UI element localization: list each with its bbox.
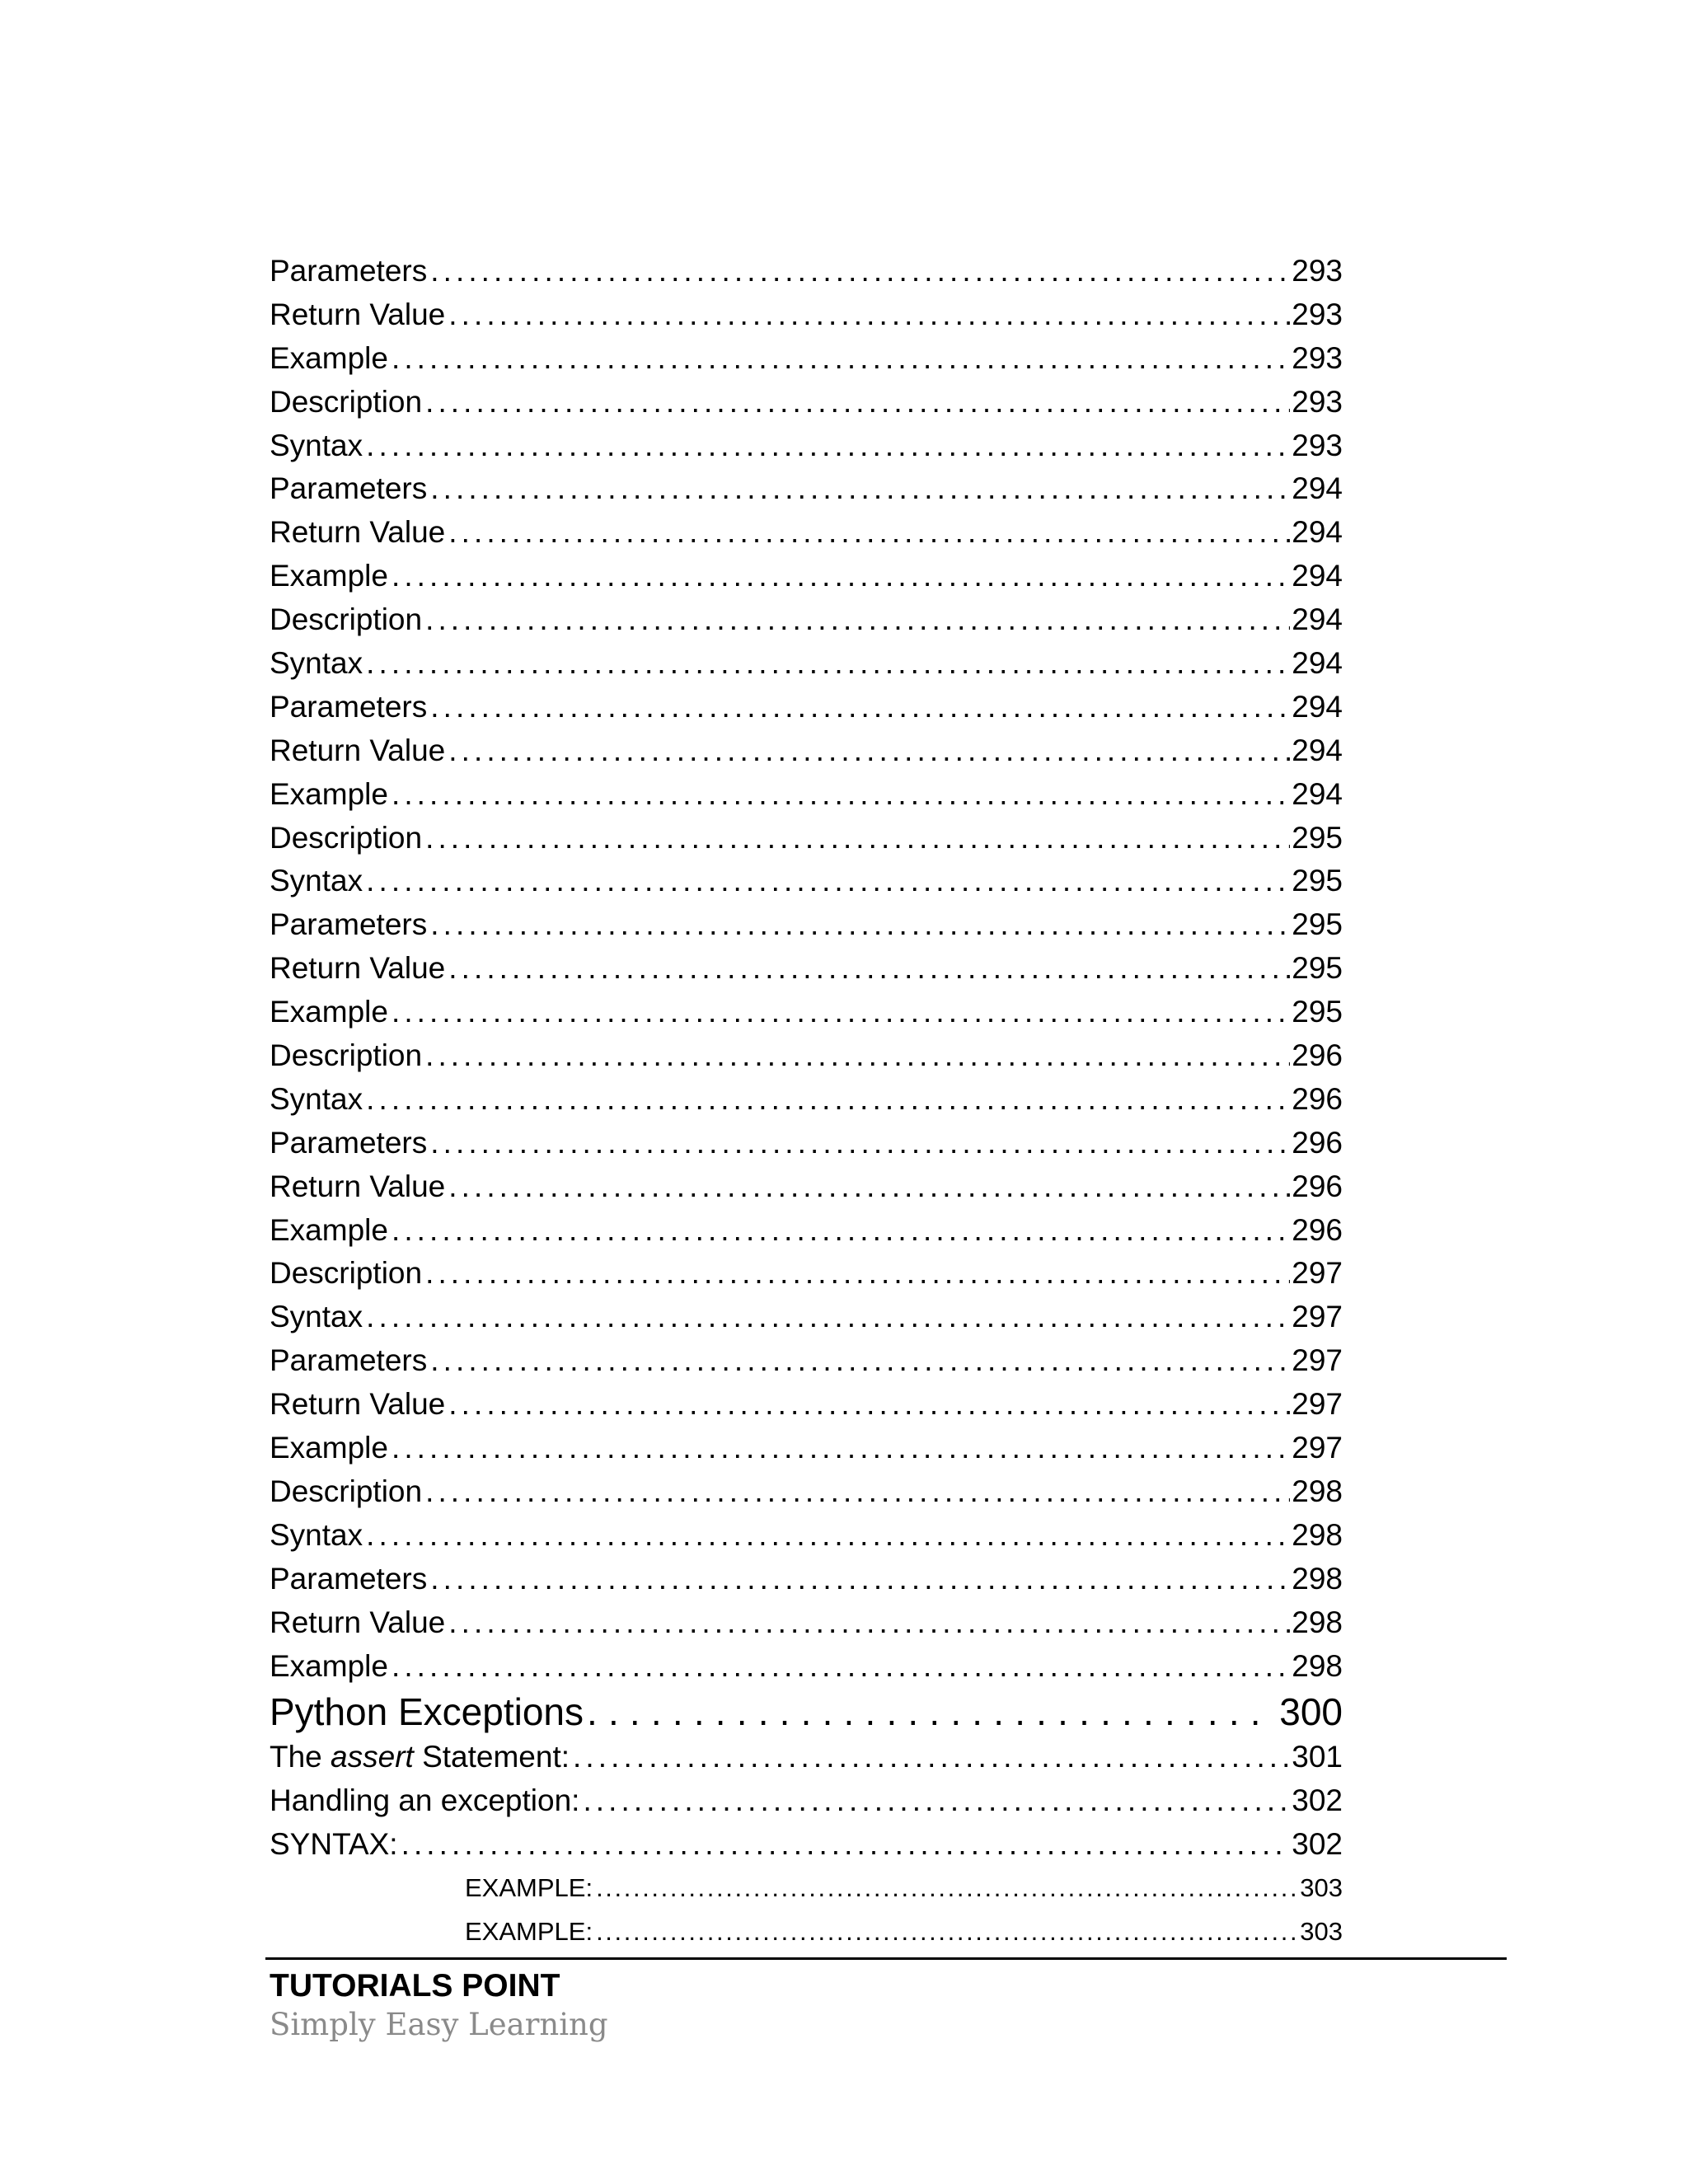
toc-entry-label: Description <box>270 1256 423 1291</box>
toc-entry[interactable] <box>270 1601 1343 1645</box>
toc-entry-label <box>270 1736 573 1779</box>
toc-entry-label: Parameters <box>270 1343 428 1378</box>
toc-dot-leader <box>430 250 1290 293</box>
toc-dot-leader <box>425 1470 1290 1514</box>
toc-page-number: 296 <box>1292 1212 1343 1247</box>
toc-dot-leader <box>425 1034 1290 1078</box>
toc-page-number: 293 <box>1292 340 1343 375</box>
toc-page-number: 295 <box>1292 951 1343 986</box>
toc-entry[interactable] <box>270 467 1343 511</box>
toc-entry[interactable] <box>270 1252 1343 1296</box>
toc-dot-leader <box>392 1427 1290 1470</box>
toc-entry-label: Return Value <box>270 1169 446 1203</box>
toc-entry-label: Return Value <box>270 1387 446 1422</box>
toc-entry[interactable] <box>270 598 1343 642</box>
toc-entry[interactable] <box>270 1688 1343 1736</box>
toc-entry[interactable] <box>270 424 1343 468</box>
toc-dot-leader <box>392 991 1290 1034</box>
toc-page-number: 294 <box>1292 602 1343 637</box>
toc-page-number: 295 <box>1292 995 1343 1029</box>
toc-entry[interactable] <box>270 1514 1343 1558</box>
toc-entry-label: Syntax <box>270 1300 363 1334</box>
toc-entry[interactable] <box>270 1122 1343 1165</box>
toc-page-number: 296 <box>1292 1081 1343 1116</box>
toc-entry-label: Example <box>270 340 388 375</box>
toc-entry-label-part: The <box>270 1740 331 1774</box>
toc-entry-label-part: Statement: <box>413 1740 570 1774</box>
toc-entry[interactable] <box>270 1296 1343 1339</box>
toc-entry-label: Example <box>270 995 388 1029</box>
toc-entry-label: Syntax <box>270 1517 363 1552</box>
toc-page-number: 303 <box>1300 1873 1343 1903</box>
toc-entry-label: EXAMPLE: <box>465 1873 593 1903</box>
toc-entry[interactable] <box>270 293 1343 337</box>
toc-entry[interactable] <box>270 1910 1343 1954</box>
toc-dot-leader <box>430 467 1290 511</box>
toc-page-number: 296 <box>1292 1169 1343 1203</box>
toc-page-number: 293 <box>1292 384 1343 419</box>
toc-dot-leader <box>430 1558 1290 1601</box>
toc-entry[interactable] <box>270 773 1343 817</box>
toc-entry-label: SYNTAX: <box>270 1827 398 1862</box>
toc-dot-leader <box>573 1736 1290 1779</box>
toc-entry[interactable] <box>270 860 1343 903</box>
toc-entry[interactable] <box>270 1034 1343 1078</box>
toc-page-number: 298 <box>1292 1517 1343 1552</box>
toc-page-number: 300 <box>1279 1690 1343 1734</box>
toc-dot-leader <box>366 1078 1290 1122</box>
toc-dot-leader <box>425 1252 1290 1296</box>
toc-page-number: 297 <box>1292 1343 1343 1378</box>
toc-page-number: 302 <box>1292 1827 1343 1862</box>
toc-dot-leader <box>448 1601 1290 1645</box>
toc-dot-leader <box>583 1779 1290 1823</box>
toc-entry[interactable] <box>270 1165 1343 1209</box>
toc-page-number: 295 <box>1292 864 1343 898</box>
toc-entry-label: Description <box>270 1038 423 1073</box>
toc-entry[interactable] <box>270 1339 1343 1383</box>
toc-dot-leader <box>430 1122 1290 1165</box>
toc-page-number: 294 <box>1292 689 1343 724</box>
toc-entry-label: Example <box>270 1431 388 1465</box>
toc-entry-label: Description <box>270 602 423 637</box>
toc-page-number: 298 <box>1292 1474 1343 1508</box>
toc-page-number: 294 <box>1292 646 1343 681</box>
toc-page-number: 297 <box>1292 1431 1343 1465</box>
toc-entry-label: Example <box>270 1648 388 1683</box>
toc-entry-label: Syntax <box>270 1081 363 1116</box>
toc-dot-leader <box>392 1209 1290 1253</box>
toc-page-number: 294 <box>1292 776 1343 811</box>
toc-entry-label: Parameters <box>270 471 428 506</box>
toc-dot-leader <box>425 381 1290 424</box>
toc-entry[interactable] <box>270 337 1343 381</box>
toc-dot-leader <box>430 1339 1290 1383</box>
toc-entry[interactable] <box>270 817 1343 860</box>
toc-dot-leader <box>448 293 1290 337</box>
toc-dot-leader <box>366 424 1290 468</box>
toc-entry-label: Syntax <box>270 864 363 898</box>
toc-dot-leader <box>366 1514 1290 1558</box>
toc-entry[interactable] <box>270 903 1343 947</box>
toc-page-number: 294 <box>1292 515 1343 550</box>
toc-entry[interactable] <box>270 250 1343 293</box>
toc-dot-leader <box>392 1645 1290 1689</box>
toc-entry[interactable] <box>270 555 1343 598</box>
toc-dot-leader <box>448 729 1290 773</box>
toc-entry[interactable] <box>270 642 1343 686</box>
toc-page-number: 296 <box>1292 1038 1343 1073</box>
toc-entry[interactable] <box>270 511 1343 555</box>
toc-page-number: 293 <box>1292 428 1343 462</box>
toc-dot-leader <box>392 773 1290 817</box>
toc-entry-label: Return Value <box>270 733 446 767</box>
toc-page-number: 294 <box>1292 471 1343 506</box>
toc-page-number: 298 <box>1292 1648 1343 1683</box>
toc-page-number: 298 <box>1292 1561 1343 1596</box>
toc-dot-leader <box>401 1823 1291 1867</box>
toc-page-number: 293 <box>1292 297 1343 331</box>
toc-entry[interactable] <box>270 686 1343 729</box>
toc-dot-leader <box>425 817 1290 860</box>
toc-entry-label: EXAMPLE: <box>465 1916 593 1946</box>
toc-entry-label: Example <box>270 1212 388 1247</box>
toc-page-number: 296 <box>1292 1125 1343 1160</box>
toc-entry-label: Return Value <box>270 297 446 331</box>
toc-entry-label: Return Value <box>270 1605 446 1639</box>
toc-entry-label: Parameters <box>270 907 428 942</box>
toc-page-number: 297 <box>1292 1387 1343 1422</box>
toc-entry[interactable] <box>270 1823 1343 1867</box>
toc-page-number: 294 <box>1292 733 1343 767</box>
toc-dot-leader <box>596 1910 1298 1954</box>
toc-page-number: 301 <box>1292 1740 1343 1774</box>
toc-dot-leader <box>448 1383 1290 1427</box>
toc-entry-label-emphasis: assert <box>331 1740 414 1774</box>
toc-page-number: 303 <box>1300 1916 1343 1946</box>
table-of-contents <box>270 250 1343 1954</box>
toc-dot-leader <box>366 1296 1290 1339</box>
toc-entry-label: Parameters <box>270 1561 428 1596</box>
toc-entry-label: Parameters <box>270 1125 428 1160</box>
toc-page-number: 298 <box>1292 1605 1343 1639</box>
toc-entry[interactable] <box>270 1779 1343 1823</box>
toc-entry[interactable] <box>270 1736 1343 1779</box>
toc-entry-label: Return Value <box>270 951 446 986</box>
footer-divider <box>265 1957 1507 1960</box>
toc-entry-label: Handling an exception: <box>270 1783 580 1818</box>
toc-page-number: 295 <box>1292 820 1343 855</box>
toc-dot-leader <box>392 555 1290 598</box>
toc-entry[interactable] <box>270 1383 1343 1427</box>
toc-entry[interactable] <box>270 1470 1343 1514</box>
toc-entry-label: Description <box>270 820 423 855</box>
toc-entry[interactable] <box>270 729 1343 773</box>
toc-page-number: 297 <box>1292 1256 1343 1291</box>
toc-page-number: 295 <box>1292 907 1343 942</box>
toc-entry-label: Example <box>270 776 388 811</box>
toc-dot-leader <box>430 686 1290 729</box>
toc-entry[interactable] <box>270 1645 1343 1689</box>
toc-entry[interactable] <box>270 991 1343 1034</box>
toc-dot-leader <box>587 1688 1269 1736</box>
toc-dot-leader <box>425 598 1290 642</box>
toc-dot-leader <box>366 642 1290 686</box>
toc-dot-leader <box>448 1165 1290 1209</box>
toc-entry[interactable] <box>270 1558 1343 1601</box>
toc-entry-label: Parameters <box>270 689 428 724</box>
toc-entry-label: Example <box>270 559 388 593</box>
toc-dot-leader <box>366 860 1290 903</box>
toc-page-number: 293 <box>1292 254 1343 288</box>
toc-entry-label: Description <box>270 384 423 419</box>
toc-entry[interactable] <box>270 1209 1343 1253</box>
toc-entry[interactable] <box>270 1427 1343 1470</box>
toc-entry[interactable] <box>270 1078 1343 1122</box>
toc-entry[interactable] <box>270 947 1343 991</box>
toc-dot-leader <box>596 1867 1298 1910</box>
toc-dot-leader <box>430 903 1290 947</box>
toc-entry-label: Python Exceptions <box>270 1690 584 1734</box>
toc-dot-leader <box>448 947 1290 991</box>
toc-entry[interactable] <box>270 1867 1343 1910</box>
toc-page-number: 297 <box>1292 1300 1343 1334</box>
toc-dot-leader <box>448 511 1290 555</box>
toc-page-number: 302 <box>1292 1783 1343 1818</box>
footer-brand: TUTORIALS POINT <box>270 1968 560 2004</box>
toc-entry-label: Parameters <box>270 254 428 288</box>
toc-dot-leader <box>392 337 1290 381</box>
footer-tagline: Simply Easy Learning <box>270 2007 608 2042</box>
toc-entry[interactable] <box>270 381 1343 424</box>
toc-entry-label: Syntax <box>270 428 363 462</box>
toc-entry-label: Return Value <box>270 515 446 550</box>
toc-page-number: 294 <box>1292 559 1343 593</box>
toc-entry-label: Syntax <box>270 646 363 681</box>
toc-entry-label: Description <box>270 1474 423 1508</box>
